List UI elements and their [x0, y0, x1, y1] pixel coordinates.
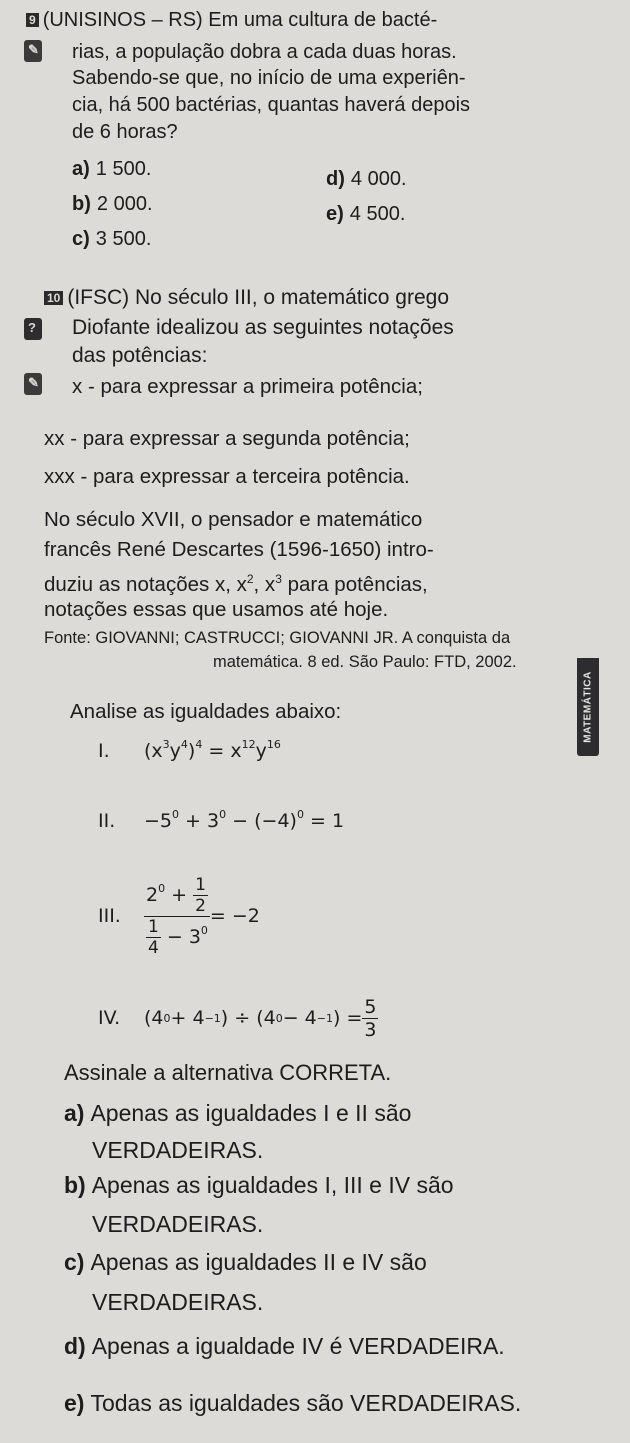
- equation-III: III. $2^0$ + $\frac{1}{2}$ $\frac{1}{4}$ − $3^0$ = −2: [98, 874, 260, 958]
- q10-line3: das potências:: [72, 344, 208, 367]
- q9-line1: 9 (UNISINOS – RS) Em uma cultura de bacté-: [26, 8, 437, 32]
- q9-option-e[interactable]: e) 4 500.: [326, 203, 406, 225]
- answer-b-cont: VERDADEIRAS.: [92, 1211, 264, 1237]
- instruction: Assinale a alternativa CORRETA.: [64, 1060, 392, 1085]
- answer-e[interactable]: e) Todas as igualdades são VERDADEIRAS.: [64, 1390, 522, 1416]
- notation-2: xx - para expressar a segunda potência;: [44, 427, 410, 450]
- answer-b[interactable]: b) Apenas as igualdades I, III e IV são: [64, 1172, 454, 1198]
- notation-1: x - para expressar a primeira potência;: [72, 375, 423, 398]
- answer-a[interactable]: a) Apenas as igualdades I e II são: [64, 1100, 412, 1126]
- equation-II: II. $-5^0 + 3^0 - (-4)^0 = 1$: [98, 808, 345, 832]
- pencil-icon-2: ✎: [24, 373, 42, 395]
- answer-c-cont: VERDADEIRAS.: [92, 1289, 264, 1315]
- pencil-icon: ✎: [24, 40, 42, 62]
- q9-line5: de 6 horas?: [72, 121, 178, 143]
- q9-line2: rias, a população dobra a cada duas horas.: [72, 41, 457, 63]
- q9-option-a[interactable]: a) 1 500.: [72, 158, 152, 180]
- paragraph-line3: duziu as notações x, $x^2$, $x^3$ para potências,: [44, 572, 428, 596]
- source-line1: Fonte: GIOVANNI; CASTRUCCI; GIOVANNI JR. A conquista da: [44, 629, 511, 647]
- equation-I: I. $(x^3y^4)^4 = x^{12}y^{16}$: [98, 738, 281, 762]
- source-line2: matemática. 8 ed. São Paulo: FTD, 2002.: [213, 653, 517, 671]
- q10-line1: 10 (IFSC) No século III, o matemático grego: [44, 286, 449, 310]
- q9-line3: Sabendo-se que, no início de uma experiên-: [72, 67, 466, 89]
- q9-option-b[interactable]: b) 2 000.: [72, 193, 153, 215]
- analysis-prompt: Analise as igualdades abaixo:: [70, 700, 342, 723]
- answer-c[interactable]: c) Apenas as igualdades II e IV são: [64, 1249, 427, 1275]
- paragraph-line1: No século XVII, o pensador e matemático: [44, 508, 423, 531]
- help-icon: ?: [24, 318, 42, 340]
- q10-line2: Diofante idealizou as seguintes notações: [72, 316, 454, 339]
- q9-line4: cia, há 500 bactérias, quantas haverá depois: [72, 94, 471, 116]
- q9-option-c[interactable]: c) 3 500.: [72, 228, 152, 250]
- paragraph-line4: notações essas que usamos até hoje.: [44, 598, 389, 621]
- subject-tab: MATEMÁTICA: [577, 658, 599, 756]
- q9-option-d[interactable]: d) 4 000.: [326, 168, 407, 190]
- q10-number-badge: 10: [44, 291, 63, 305]
- q9-number-badge: 9: [26, 13, 39, 27]
- answer-a-cont: VERDADEIRAS.: [92, 1137, 264, 1163]
- fraction-III: $2^0$ + $\frac{1}{2}$ $\frac{1}{4}$ − $3^0$: [146, 874, 208, 958]
- answer-d[interactable]: d) Apenas a igualdade IV é VERDADEIRA.: [64, 1333, 505, 1359]
- paragraph-line2: francês René Descartes (1596-1650) intro-: [44, 538, 434, 561]
- notation-3: xxx - para expressar a terceira potência.: [44, 465, 410, 488]
- equation-IV: IV. (4 0 + 4 −1 ) ÷ (4 0 − 4 −1 ) = $\frac{5}{3}$: [98, 995, 377, 1041]
